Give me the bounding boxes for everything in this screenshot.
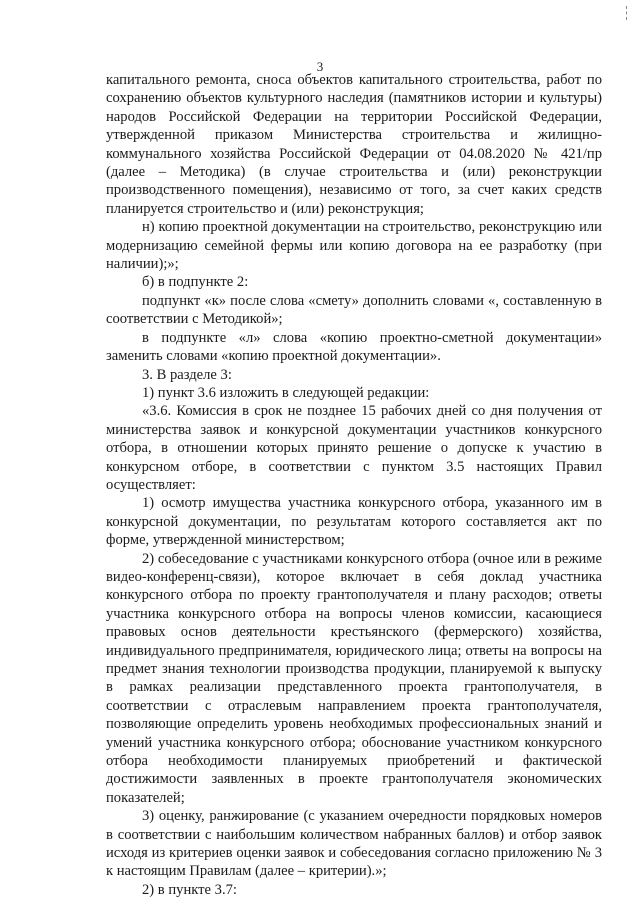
page-number: 3: [316, 59, 324, 74]
paragraph-subpoint-k: подпункт «к» после слова «смету» дополнить словами «, составленную в соответствии с Методикой»;: [106, 292, 602, 328]
paragraph-clause-2-interview: 2) собеседование с участниками конкурсного отбора (очное или в режиме видео-конференц-связи), которое включает в себя доклад участника конкурсного отбора по проекту грантополучателя и плану расходов; ответы участника конкурсного отбора на вопросы членов комиссии, касающиеся правовых основ деятельности крестьянского (фермерского) хозяйства, индивидуального предпринимателя, юридического лица; ответы на вопросы на предмет знания технологии производства продукции, планируемой к выпуску в рамках реализации представленного проекта грантополучателя, в соответствии с отраслевым направлением проекта грантополучателя, позволяющие определить уровень необходимых профессиональных знаний и умений участника конкурсного отбора; обоснование участником конкурсного отбора необходимости планируемых приобретений и фактической достижимости заявленных в проекте грантополучателя экономических показателей;: [106, 550, 602, 806]
paragraph-clause-3-6: «3.6. Комиссия в срок не позднее 15 рабочих дней со дня получения от министерства заявок и конкурсной документации участников конкурсного отбора, в отношении которых принято решение о допуске к участию в конкурсном отборе, в соответствии с пунктом 3.5 настоящих Правил осуществляет:: [106, 403, 602, 493]
paragraph-subitem-b: б) в подпункте 2:: [142, 274, 249, 291]
scan-edge-mark: [626, 6, 634, 20]
paragraph-subitem-n: н) копию проектной документации на строительство, реконструкцию или модернизацию семейной фермы или копию договора на ее разработку (при наличии);»;: [106, 219, 602, 273]
paragraph-item-2: 2) в пункте 3.7:: [142, 881, 237, 898]
paragraph-subpoint-l: в подпункте «л» слова «копию проектно-сметной документации» заменить словами «копию проектной документации».: [106, 329, 602, 365]
document-body: [106, 71, 602, 899]
paragraph-clause-1-inspection: 1) осмотр имущества участника конкурсного отбора, указанного им в конкурсной документации, по результатам которого составляется акт по форме, утвержденной министерством;: [106, 495, 602, 549]
paragraph-section-3: 3. В разделе 3:: [142, 366, 232, 383]
paragraph-clause-3-ranking: 3) оценку, ранжирование (с указанием очередности порядковых номеров в соответствии с наибольшим количеством набранных баллов) и отбор заявок исходя из критериев оценки заявок и собеседования согласно приложению № 3 к настоящим Правилам (далее – критерии).»;: [106, 808, 602, 880]
paragraph-continuation: капитального ремонта, сноса объектов капитального строительства, работ по сохранению объектов культурного наследия (памятников истории и культуры) народов Российской Федерации на территории Российской Федерации, утвержденной приказом Министерства строительства и жилищно-коммунального хозяйства Российской Федерации от 04.08.2020 № 421/пр (далее – Методика) (в случае строительства и (или) реконструкции производственного помещения), независимо от того, за счет каких средств планируется строительство и (или) реконструкция;: [106, 72, 602, 217]
paragraph-item-1: 1) пункт 3.6 изложить в следующей редакции:: [142, 384, 430, 401]
